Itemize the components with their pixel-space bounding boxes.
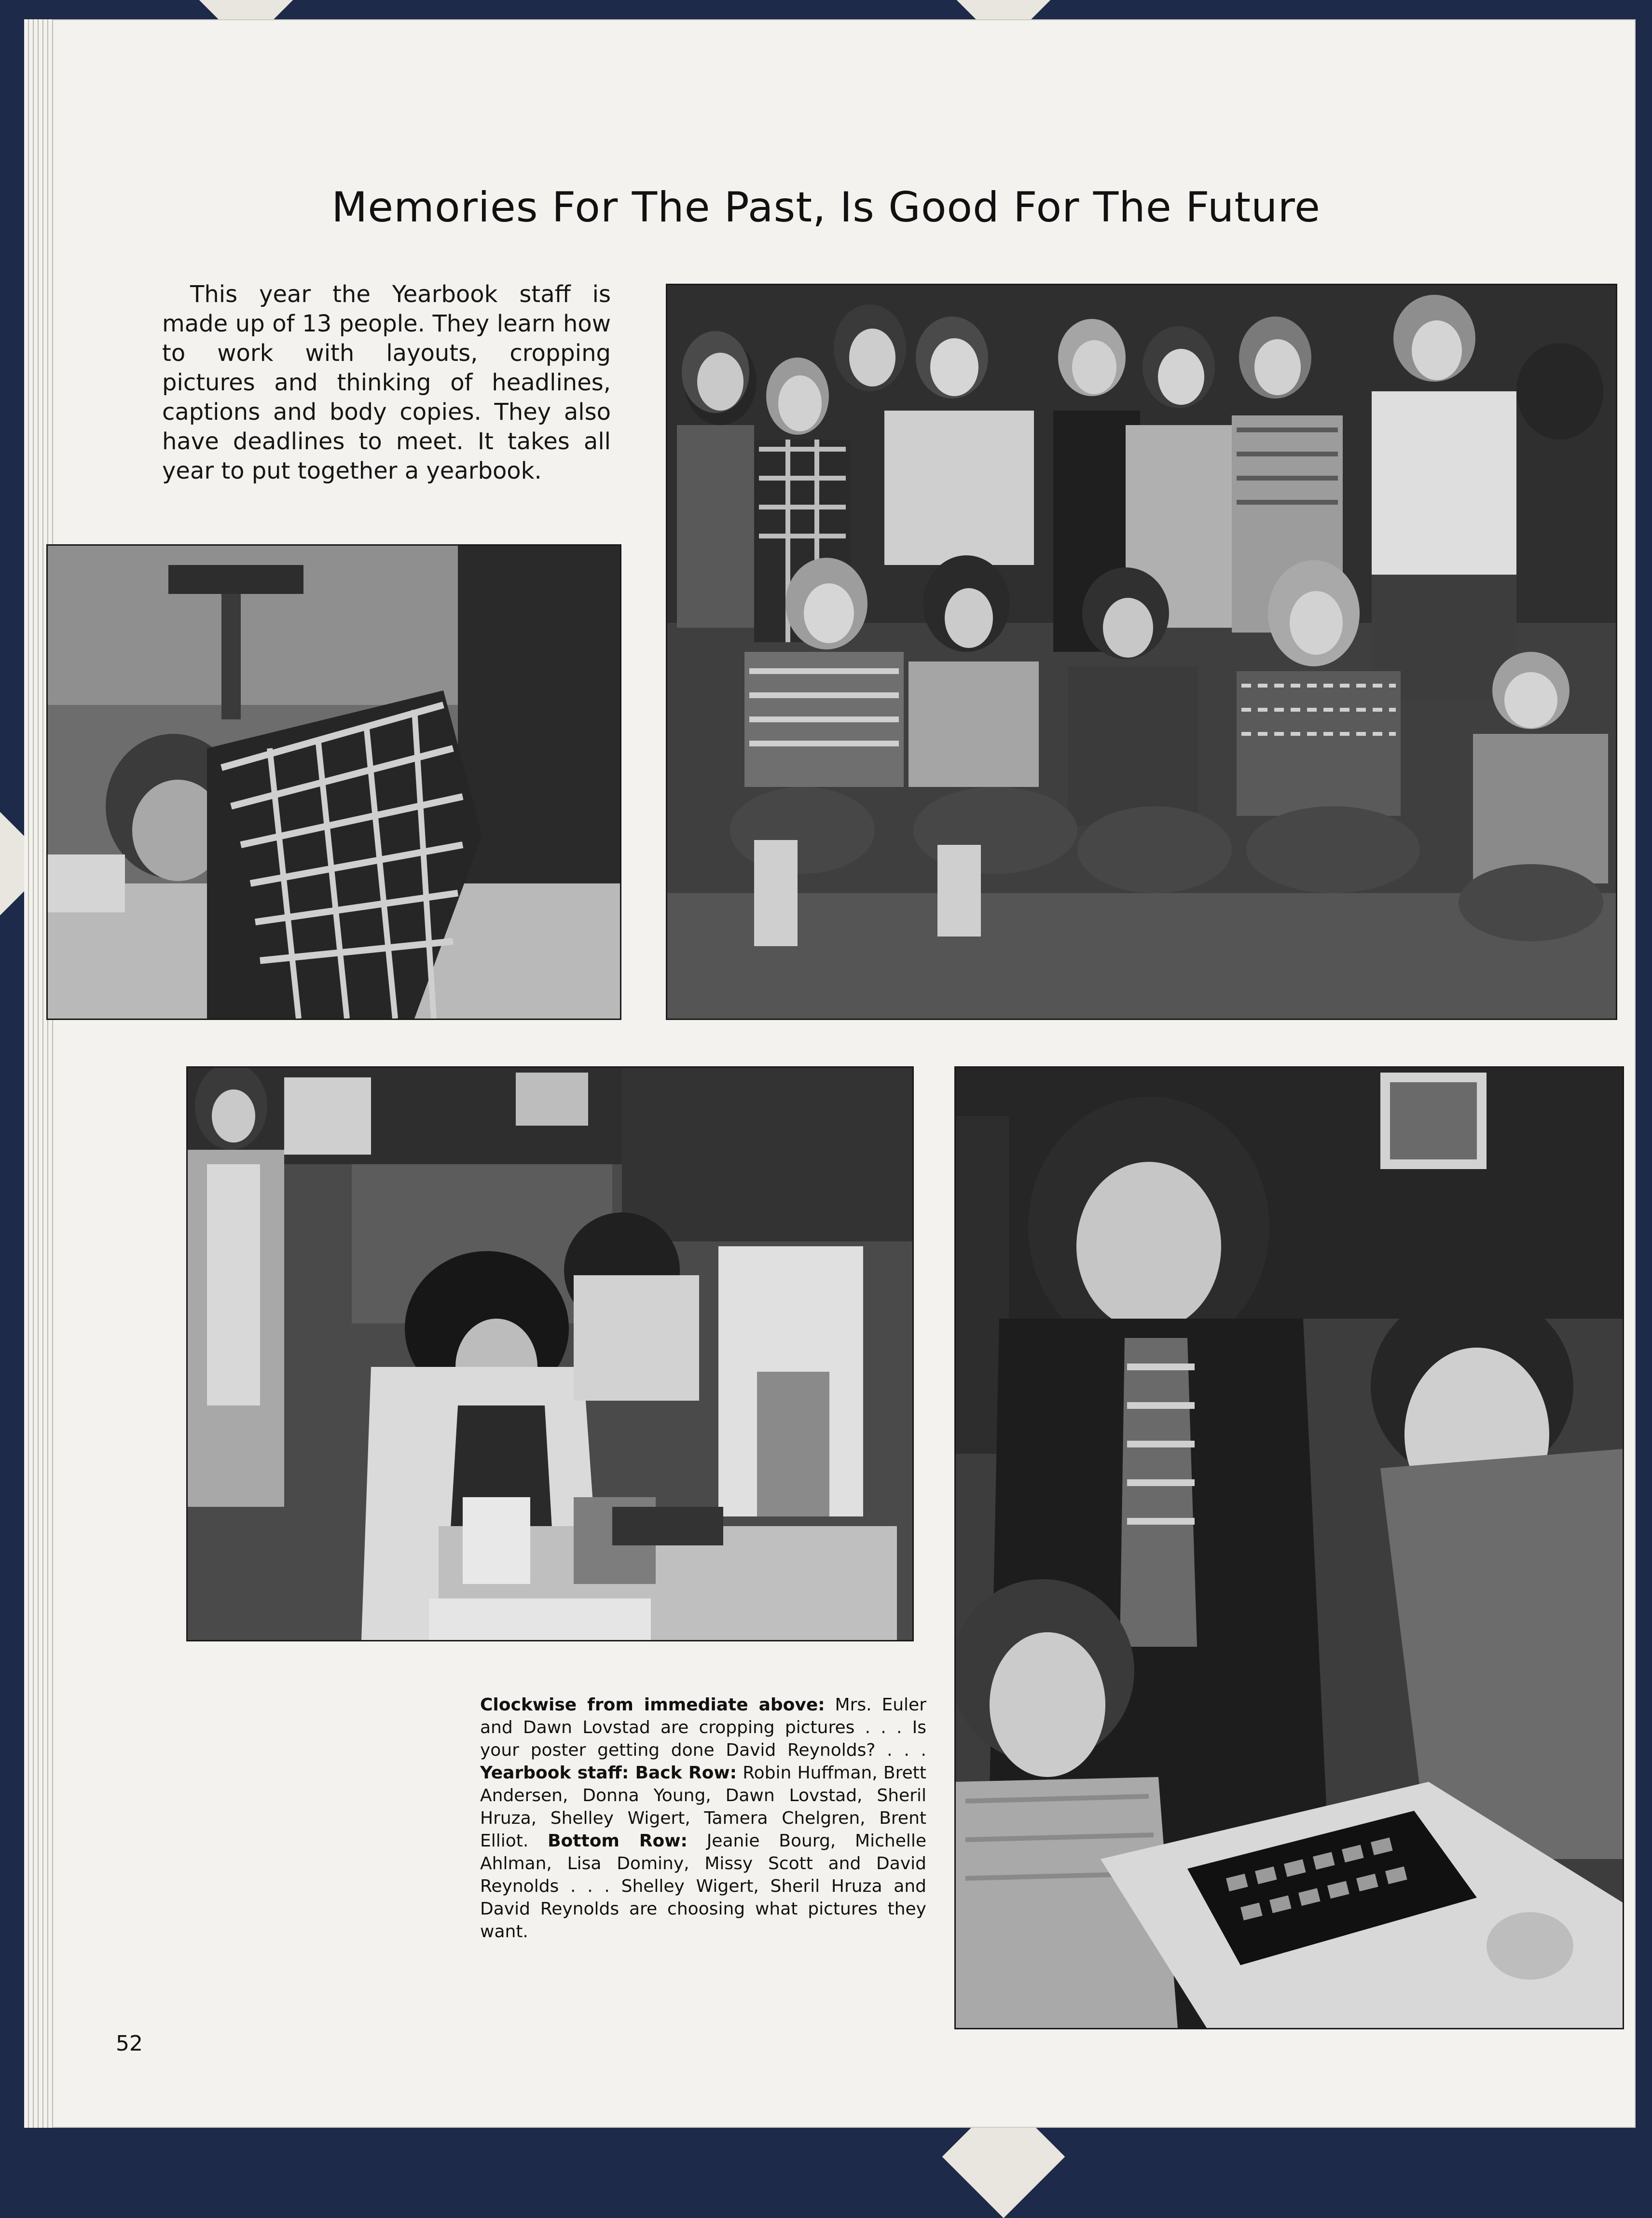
- page-headline: Memories For The Past, Is Good For The Future: [331, 183, 1321, 232]
- caption-part-1: Mrs. Euler and Dawn Lovstad are cropping pictures . . . Is your poster getting done David Reynolds? . . .: [480, 1695, 927, 1760]
- caption-part-2: Robin Huffman, Brett Andersen, Donna Young, Dawn Lovstad, Sheril Hruza, Shelley Wigert, Tamera Chelgren, Brent Elliot.: [480, 1763, 926, 1851]
- caption-staff-heading: Yearbook staff: Back Row:: [480, 1763, 737, 1783]
- choosing-pictures-photo: [954, 1066, 1624, 2029]
- caption-lead: Clockwise from immediate above:: [480, 1695, 825, 1715]
- cropping-pictures-photo: [186, 1066, 914, 1641]
- caption-bottom-row-heading: Bottom Row:: [548, 1831, 688, 1851]
- caption-part-3: Jeanie Bourg, Michelle Ahlman, Lisa Dominy, Missy Scott and David Reynolds . . . Shelley Wigert, Sheril Hruza and David Reynolds are choosing what pictures they want.: [480, 1831, 926, 1942]
- poster-photo-image: [48, 546, 620, 1019]
- yearbook-staff-group-photo: [666, 284, 1617, 1020]
- choosing-photo-image: [956, 1068, 1623, 2028]
- photo-caption: [480, 1694, 926, 1943]
- intro-paragraph: This year the Yearbook staff is made up of 13 people. They learn how to work with layouts, cropping pictures and thinking of headlines, captions and body copies. They also have deadlines to meet. It takes all year to put together a yearbook.: [162, 281, 611, 484]
- boy-making-poster-photo: [46, 544, 621, 1020]
- cropping-photo-image: [188, 1068, 912, 1640]
- page-edge: [24, 19, 53, 2128]
- page-number: 52: [116, 2031, 143, 2056]
- staff-photo-image: [667, 285, 1616, 1019]
